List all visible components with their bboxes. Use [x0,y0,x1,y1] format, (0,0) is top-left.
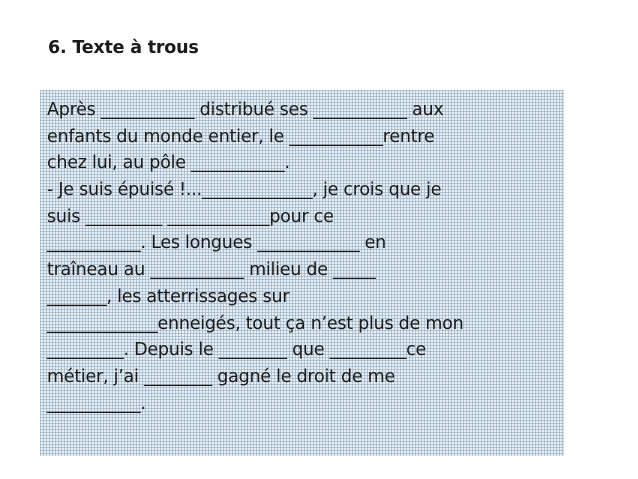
exercise-title: 6. Texte à trous [48,38,199,58]
text-line-7: traîneau au ___________ milieu de _____ [47,260,376,281]
text-line-10: _________. Depuis le ________ que _________ce [47,340,427,361]
text-line-5: suis _________ ____________pour ce [47,206,334,227]
text-line-11: métier, j’ai ________ gagné le droit de me [47,366,395,387]
text-line-6: ___________. Les longues ____________ en [47,233,386,254]
text-line-1: Après ___________ distribué ses ___________ aux [47,100,444,120]
exercise-text [47,97,567,417]
text-line-2: enfants du monde entier, le ___________rentre [47,126,435,147]
text-line-12: ___________. [47,393,146,414]
text-line-8: _______, les atterrissages sur [47,286,290,307]
text-line-3: chez lui, au pôle ___________. [47,153,290,174]
text-line-4: - Je suis épuisé !..._____________, je crois que je [47,180,442,201]
text-line-9: _____________enneigés, tout ça n’est plus de mon [47,313,464,334]
